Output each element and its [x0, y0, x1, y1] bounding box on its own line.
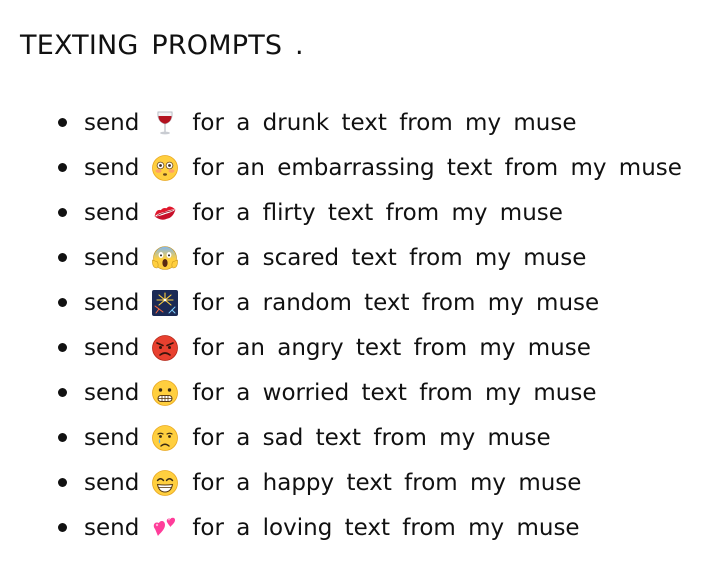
prompt-text: for a worried text from my muse	[192, 379, 597, 406]
list-item	[58, 100, 682, 145]
prompt-text: for a scared text from my muse	[192, 244, 587, 271]
bullet-icon	[58, 118, 67, 127]
list-item	[58, 280, 682, 325]
kiss-mark-icon	[151, 199, 179, 227]
send-word: send	[84, 199, 140, 226]
prompt-text: for a loving text from my muse	[192, 514, 580, 541]
fireworks-icon	[151, 289, 179, 317]
send-word: send	[84, 289, 140, 316]
bullet-icon	[58, 163, 67, 172]
bullet-icon	[58, 253, 67, 262]
prompt-text: for an embarrassing text from my muse	[192, 154, 682, 181]
list-item	[58, 235, 682, 280]
prompt-text: for a flirty text from my muse	[192, 199, 563, 226]
list-item	[58, 325, 682, 370]
flushed-face-icon	[151, 154, 179, 182]
bullet-icon	[58, 298, 67, 307]
list-item	[58, 370, 682, 415]
prompt-text: for a sad text from my muse	[192, 424, 551, 451]
prompt-text: for a random text from my muse	[192, 289, 600, 316]
wine-glass-icon	[151, 109, 179, 137]
page-title: TEXTING PROMPTS .	[20, 30, 304, 61]
two-hearts-icon	[151, 514, 179, 542]
list-item	[58, 145, 682, 190]
list-item	[58, 505, 682, 550]
bullet-icon	[58, 433, 67, 442]
send-word: send	[84, 469, 140, 496]
prompt-text: for a drunk text from my muse	[192, 109, 577, 136]
bullet-icon	[58, 343, 67, 352]
grimacing-face-icon	[151, 379, 179, 407]
bullet-icon	[58, 388, 67, 397]
bullet-icon	[58, 208, 67, 217]
list-item	[58, 415, 682, 460]
bullet-icon	[58, 523, 67, 532]
prompt-list	[58, 100, 682, 550]
prompt-text: for an angry text from my muse	[192, 334, 591, 361]
grinning-face-icon	[151, 469, 179, 497]
send-word: send	[84, 154, 140, 181]
list-item	[58, 460, 682, 505]
send-word: send	[84, 109, 140, 136]
send-word: send	[84, 424, 140, 451]
send-word: send	[84, 514, 140, 541]
crying-face-icon	[151, 424, 179, 452]
list-item	[58, 190, 682, 235]
angry-face-icon	[151, 334, 179, 362]
screaming-face-icon	[151, 244, 179, 272]
send-word: send	[84, 334, 140, 361]
prompt-text: for a happy text from my muse	[192, 469, 582, 496]
bullet-icon	[58, 478, 67, 487]
send-word: send	[84, 379, 140, 406]
send-word: send	[84, 244, 140, 271]
